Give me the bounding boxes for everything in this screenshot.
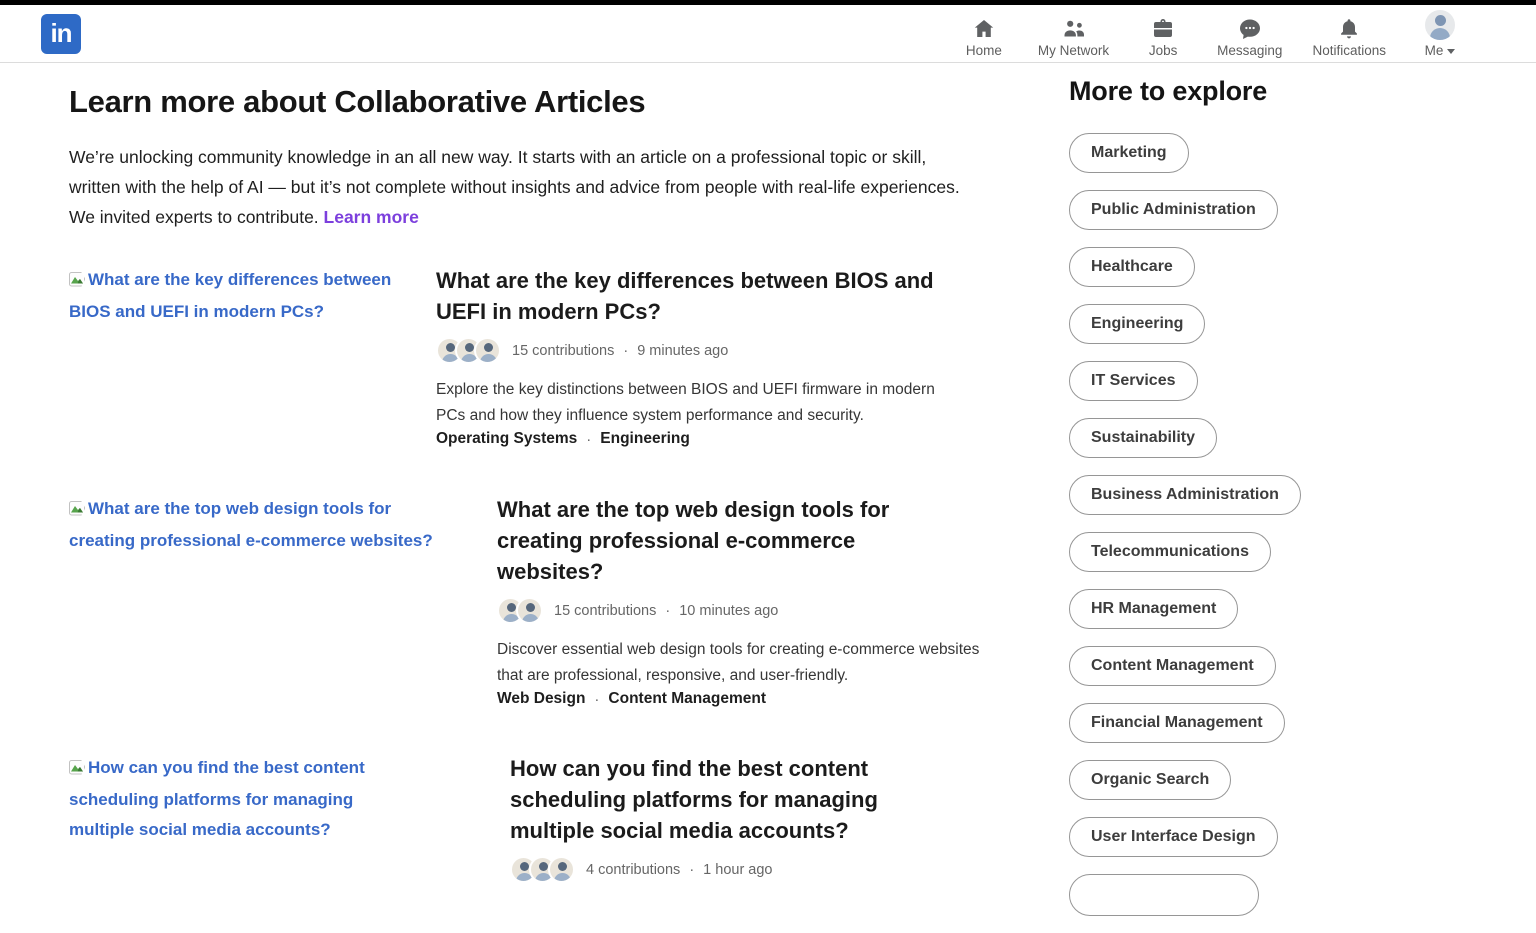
article-meta-row bbox=[497, 597, 1005, 624]
topic-pill[interactable]: IT Services bbox=[1069, 361, 1198, 401]
home-icon bbox=[972, 17, 996, 41]
article-card bbox=[497, 494, 1005, 708]
dot-separator: · bbox=[594, 690, 600, 708]
timestamp: 10 minutes ago bbox=[679, 602, 779, 619]
topic-pill[interactable]: User Interface Design bbox=[1069, 817, 1278, 857]
topic-pill[interactable]: Business Administration bbox=[1069, 475, 1301, 515]
article-title[interactable]: What are the key differences between BIOS and UEFI in modern PCs? bbox=[436, 268, 934, 324]
sidebar-title: More to explore bbox=[1069, 76, 1268, 106]
topic-pill[interactable]: Telecommunications bbox=[1069, 532, 1271, 572]
article-image-alt-link[interactable] bbox=[69, 753, 423, 845]
dot-separator: · bbox=[665, 602, 671, 619]
article-card bbox=[510, 753, 915, 883]
topic-pill[interactable]: Sustainability bbox=[1069, 418, 1217, 458]
nav-item-notifications[interactable] bbox=[1312, 17, 1386, 58]
nav-item-home[interactable] bbox=[960, 17, 1008, 58]
nav-label: Home bbox=[965, 42, 1002, 58]
broken-image-icon bbox=[69, 496, 86, 526]
contributions-count: 15 contributions bbox=[554, 602, 657, 619]
topic-pill[interactable]: HR Management bbox=[1069, 589, 1238, 629]
article-thumb-column bbox=[69, 494, 497, 556]
article-row bbox=[69, 265, 1010, 448]
nav-label: My Network bbox=[1037, 42, 1110, 58]
dot-separator: · bbox=[689, 861, 695, 878]
dot-separator: · bbox=[586, 430, 592, 448]
nav-label: Messaging bbox=[1217, 42, 1283, 58]
article-title[interactable]: What are the top web design tools for creating professional e-commerce websites? bbox=[497, 497, 890, 584]
article-row bbox=[69, 753, 1010, 883]
broken-image-icon bbox=[69, 755, 86, 785]
dot-separator: · bbox=[623, 342, 629, 359]
article-title[interactable]: How can you find the best content scheduling platforms for managing multiple social media accounts? bbox=[510, 756, 878, 843]
nav-item-jobs[interactable] bbox=[1139, 17, 1187, 58]
skill-tag[interactable]: Web Design bbox=[497, 690, 586, 707]
article-meta-row bbox=[436, 337, 986, 364]
tags-row bbox=[436, 430, 986, 448]
topic-pill[interactable]: Engineering bbox=[1069, 304, 1205, 344]
article-thumb-column bbox=[69, 265, 436, 327]
global-nav bbox=[0, 5, 1536, 63]
timestamp: 1 hour ago bbox=[703, 861, 773, 878]
nav-label: Jobs bbox=[1148, 42, 1178, 58]
topic-pill[interactable]: Public Administration bbox=[1069, 190, 1278, 230]
contributor-avatar bbox=[548, 856, 575, 883]
messaging-icon bbox=[1238, 17, 1262, 41]
more-to-explore-sidebar bbox=[1069, 76, 1499, 933]
skill-tag[interactable]: Content Management bbox=[608, 690, 767, 707]
facepile bbox=[510, 856, 575, 883]
article-thumb-column bbox=[69, 753, 510, 845]
topic-pill-list bbox=[1069, 133, 1499, 916]
article-description: Explore the key distinctions between BIOS and UEFI firmware in modern PCs and how they influence system performance and security. bbox=[436, 381, 935, 424]
topic-pill[interactable]: Organic Search bbox=[1069, 760, 1231, 800]
nav-item-me[interactable] bbox=[1416, 10, 1464, 58]
notifications-icon bbox=[1337, 17, 1361, 41]
article-image-alt-text: What are the top web design tools for creating professional e-commerce websites? bbox=[69, 499, 433, 550]
article-row bbox=[69, 494, 1010, 708]
article-meta-row bbox=[510, 856, 915, 883]
jobs-icon bbox=[1151, 17, 1175, 41]
learn-more-link[interactable]: Learn more bbox=[323, 207, 419, 227]
topic-pill-partial[interactable] bbox=[1069, 874, 1259, 916]
linkedin-logo[interactable]: in bbox=[41, 14, 81, 54]
nav-label: Notifications bbox=[1312, 42, 1386, 58]
timestamp: 9 minutes ago bbox=[637, 342, 729, 359]
page-title: Learn more about Collaborative Articles bbox=[69, 84, 646, 119]
contributor-avatar bbox=[516, 597, 543, 624]
topic-pill[interactable]: Marketing bbox=[1069, 133, 1189, 173]
article-image-alt-link[interactable] bbox=[69, 265, 401, 327]
contributor-avatar bbox=[474, 337, 501, 364]
article-description: Discover essential web design tools for creating e-commerce websites that are professional, responsive, and user-friendly. bbox=[497, 641, 980, 684]
skill-tag[interactable]: Engineering bbox=[600, 430, 690, 447]
main-content bbox=[0, 63, 1010, 883]
tags-row bbox=[497, 690, 1005, 708]
facepile bbox=[436, 337, 501, 364]
topic-pill[interactable]: Healthcare bbox=[1069, 247, 1195, 287]
broken-image-icon bbox=[69, 267, 86, 297]
intro-text: We’re unlocking community knowledge in an all new way. It starts with an article on a professional topic or skill, written with the help of AI — but it’s not complete without insights and advice from people with real-life experiences. We invited experts to contribute. bbox=[69, 147, 960, 227]
nav-label: Me bbox=[1424, 42, 1444, 58]
contributions-count: 4 contributions bbox=[586, 861, 681, 878]
nav-items bbox=[960, 10, 1464, 58]
contributions-count: 15 contributions bbox=[512, 342, 615, 359]
my-network-icon bbox=[1062, 17, 1086, 41]
topic-pill[interactable]: Content Management bbox=[1069, 646, 1276, 686]
article-card bbox=[436, 265, 986, 448]
facepile bbox=[497, 597, 543, 624]
chevron-down-icon bbox=[1447, 49, 1455, 54]
intro-paragraph bbox=[69, 142, 974, 232]
skill-tag[interactable]: Operating Systems bbox=[436, 430, 578, 447]
nav-item-messaging[interactable] bbox=[1217, 17, 1282, 58]
me-avatar bbox=[1425, 10, 1455, 40]
topic-pill[interactable]: Financial Management bbox=[1069, 703, 1285, 743]
article-image-alt-text: How can you find the best content scheduling platforms for managing multiple social media accounts? bbox=[69, 758, 365, 839]
article-image-alt-link[interactable] bbox=[69, 494, 453, 556]
article-image-alt-text: What are the key differences between BIOS and UEFI in modern PCs? bbox=[69, 270, 392, 321]
nav-item-my-network[interactable] bbox=[1038, 17, 1109, 58]
